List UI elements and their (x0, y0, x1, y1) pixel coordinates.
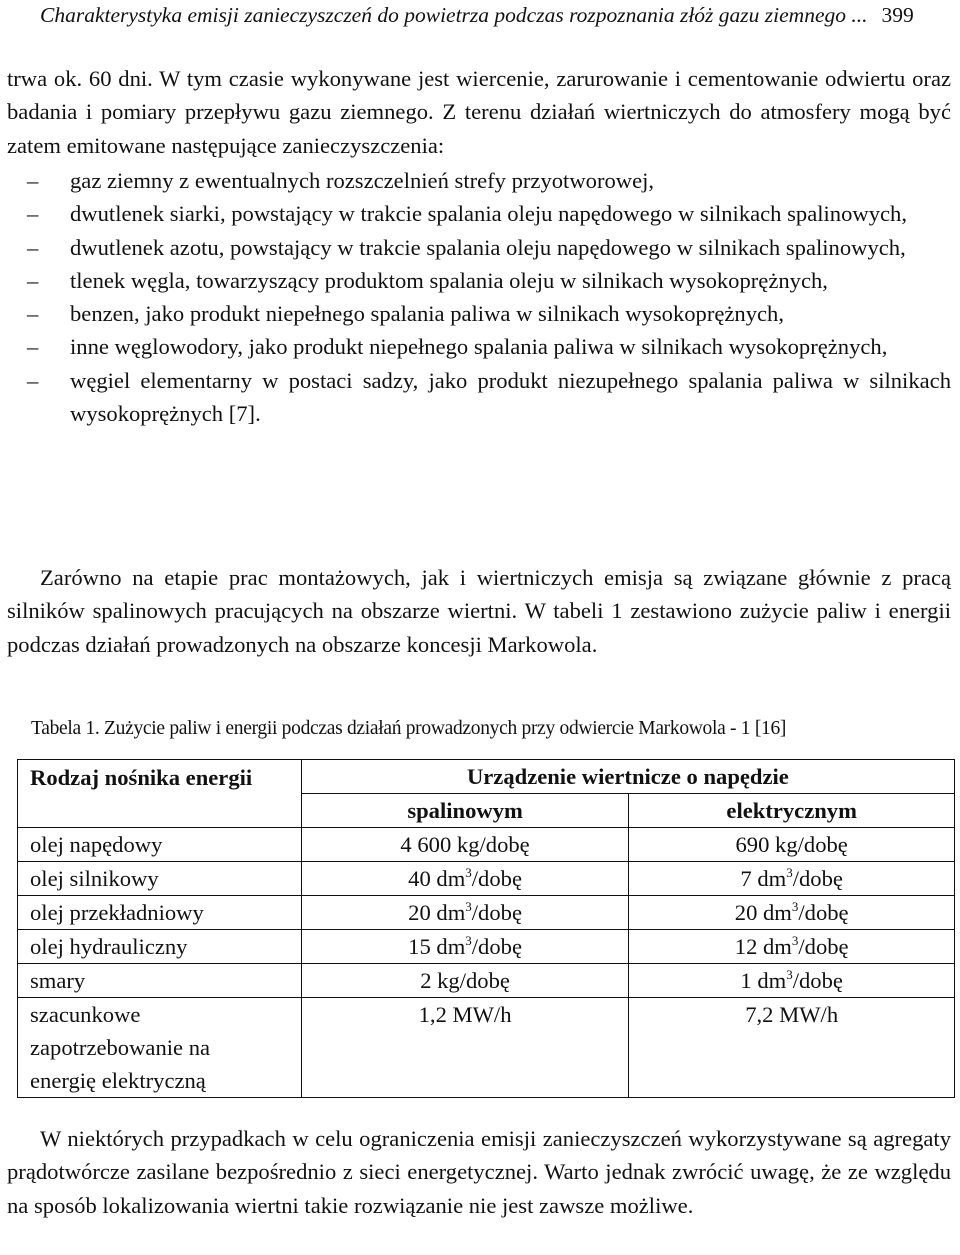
list-dash: – (27, 367, 39, 393)
row-label: olej silnikowy (18, 862, 302, 896)
list-dash: – (27, 234, 39, 260)
list-dash: – (27, 201, 39, 227)
cell-spalinowym: 15 $dm^3$/dobę (301, 930, 629, 964)
table-caption: Tabela 1. Zużycie paliw i energii podczas działań prowadzonych przy odwiercie Markowola - 1 [16] (31, 718, 787, 739)
header-group: Urządzenie wiertnicze o napędzie (301, 760, 954, 794)
header-carrier: Rodzaj nośnika energii (18, 760, 302, 828)
pollutants-list (27, 164, 951, 430)
list-item: – dwutlenek siarki, powstający w trakcie spalania oleju napędowego w silnikach spalinowych, (27, 197, 951, 230)
cell-spalinowym: 40 $dm^3$/dobę (301, 862, 629, 896)
cell-elektrycznym: 7 $dm^3$/dobę (629, 862, 955, 896)
paragraph-3: W niektórych przypadkach w celu ograniczenia emisji zanieczyszczeń wykorzystywane są agregaty prądotwórcze zasilane bezpośrednio z sieci energetycznej. Warto jednak zwrócić uwagę, że ze względu na sposób lokalizowania wiertni takie rozwiązanie nie jest zawsze możliwe. (7, 1126, 951, 1218)
table-header-row (18, 760, 955, 794)
header-elektrycznym: elektrycznym (629, 794, 955, 828)
list-item: – gaz ziemny z ewentualnych rozszczelnień strefy przyotworowej, (27, 164, 951, 197)
table-row (18, 930, 955, 964)
cell-elektrycznym: 20 $dm^3$/dobę (629, 896, 955, 930)
cell-spalinowym: 4 600 kg/dobę (301, 828, 629, 862)
intro-paragraph: trwa ok. 60 dni. W tym czasie wykonywane jest wiercenie, zarurowanie i cementowanie odwiertu oraz badania i pomiary przepływu gazu ziemnego. Z terenu działań wiertniczych do atmosfery mogą być zatem emitowane następujące zanieczyszczenia: (7, 66, 951, 158)
cell-elektrycznym: 690 kg/dobę (629, 828, 955, 862)
cell-elektrycznym: 1 $dm^3$/dobę (629, 964, 955, 998)
list-dash: – (27, 168, 39, 193)
cell-spalinowym: 1,2 MW/h (301, 998, 629, 1098)
row-label: smary (18, 964, 302, 998)
list-item: – benzen, jako produkt niepełnego spalania paliwa w silnikach wysokoprężnych, (27, 297, 951, 330)
list-item: – tlenek węgla, towarzyszący produktom spalania oleju w silnikach wysokoprężnych, (27, 264, 951, 297)
cell-elektrycznym: 12 $dm^3$/dobę (629, 930, 955, 964)
cell-elektrycznym: 7,2 MW/h (629, 998, 955, 1098)
running-header (40, 2, 952, 28)
row-label: olej przekładniowy (18, 896, 302, 930)
row-label: olej napędowy (18, 828, 302, 862)
table-row (18, 828, 955, 862)
paragraph-2: Zarówno na etapie prac montażowych, jak i wiertniczych emisja są związane głównie z pracą silników spalinowych pracujących na obszarze wiertni. W tabeli 1 zestawiono zużycie paliw i energii podczas działań prowadzonych na obszarze koncesji Markowola. (7, 565, 951, 657)
cell-spalinowym: 20 $dm^3$/dobę (301, 896, 629, 930)
list-item: – dwutlenek azotu, powstający w trakcie spalania oleju napędowego w silnikach spalinowych, (27, 231, 951, 264)
row-label: szacunkowe zapotrzebowanie na energię elektryczną (18, 998, 302, 1098)
table-row (18, 998, 955, 1098)
page-number: 399 (881, 3, 914, 27)
table-row (18, 896, 955, 930)
list-dash: – (27, 301, 39, 327)
row-label: olej hydrauliczny (18, 930, 302, 964)
list-dash: – (27, 267, 39, 293)
header-spalinowym: spalinowym (301, 794, 629, 828)
cell-spalinowym: 2 kg/dobę (301, 964, 629, 998)
table-row (18, 964, 955, 998)
running-header-title: Charakterystyka emisji zanieczyszczeń do powietrza podczas rozpoznania złóż gazu ziemnego ... (40, 3, 868, 27)
fuel-consumption-table (17, 759, 955, 1098)
table-row (18, 862, 955, 896)
list-dash: – (27, 334, 39, 360)
list-item: – inne węglowodory, jako produkt niepełnego spalania paliwa w silnikach wysokoprężnych, (27, 330, 951, 363)
list-item: – węgiel elementarny w postaci sadzy, jako produkt niezupełnego spalania paliwa w silnikach wysokoprężnych [7]. (27, 364, 951, 431)
